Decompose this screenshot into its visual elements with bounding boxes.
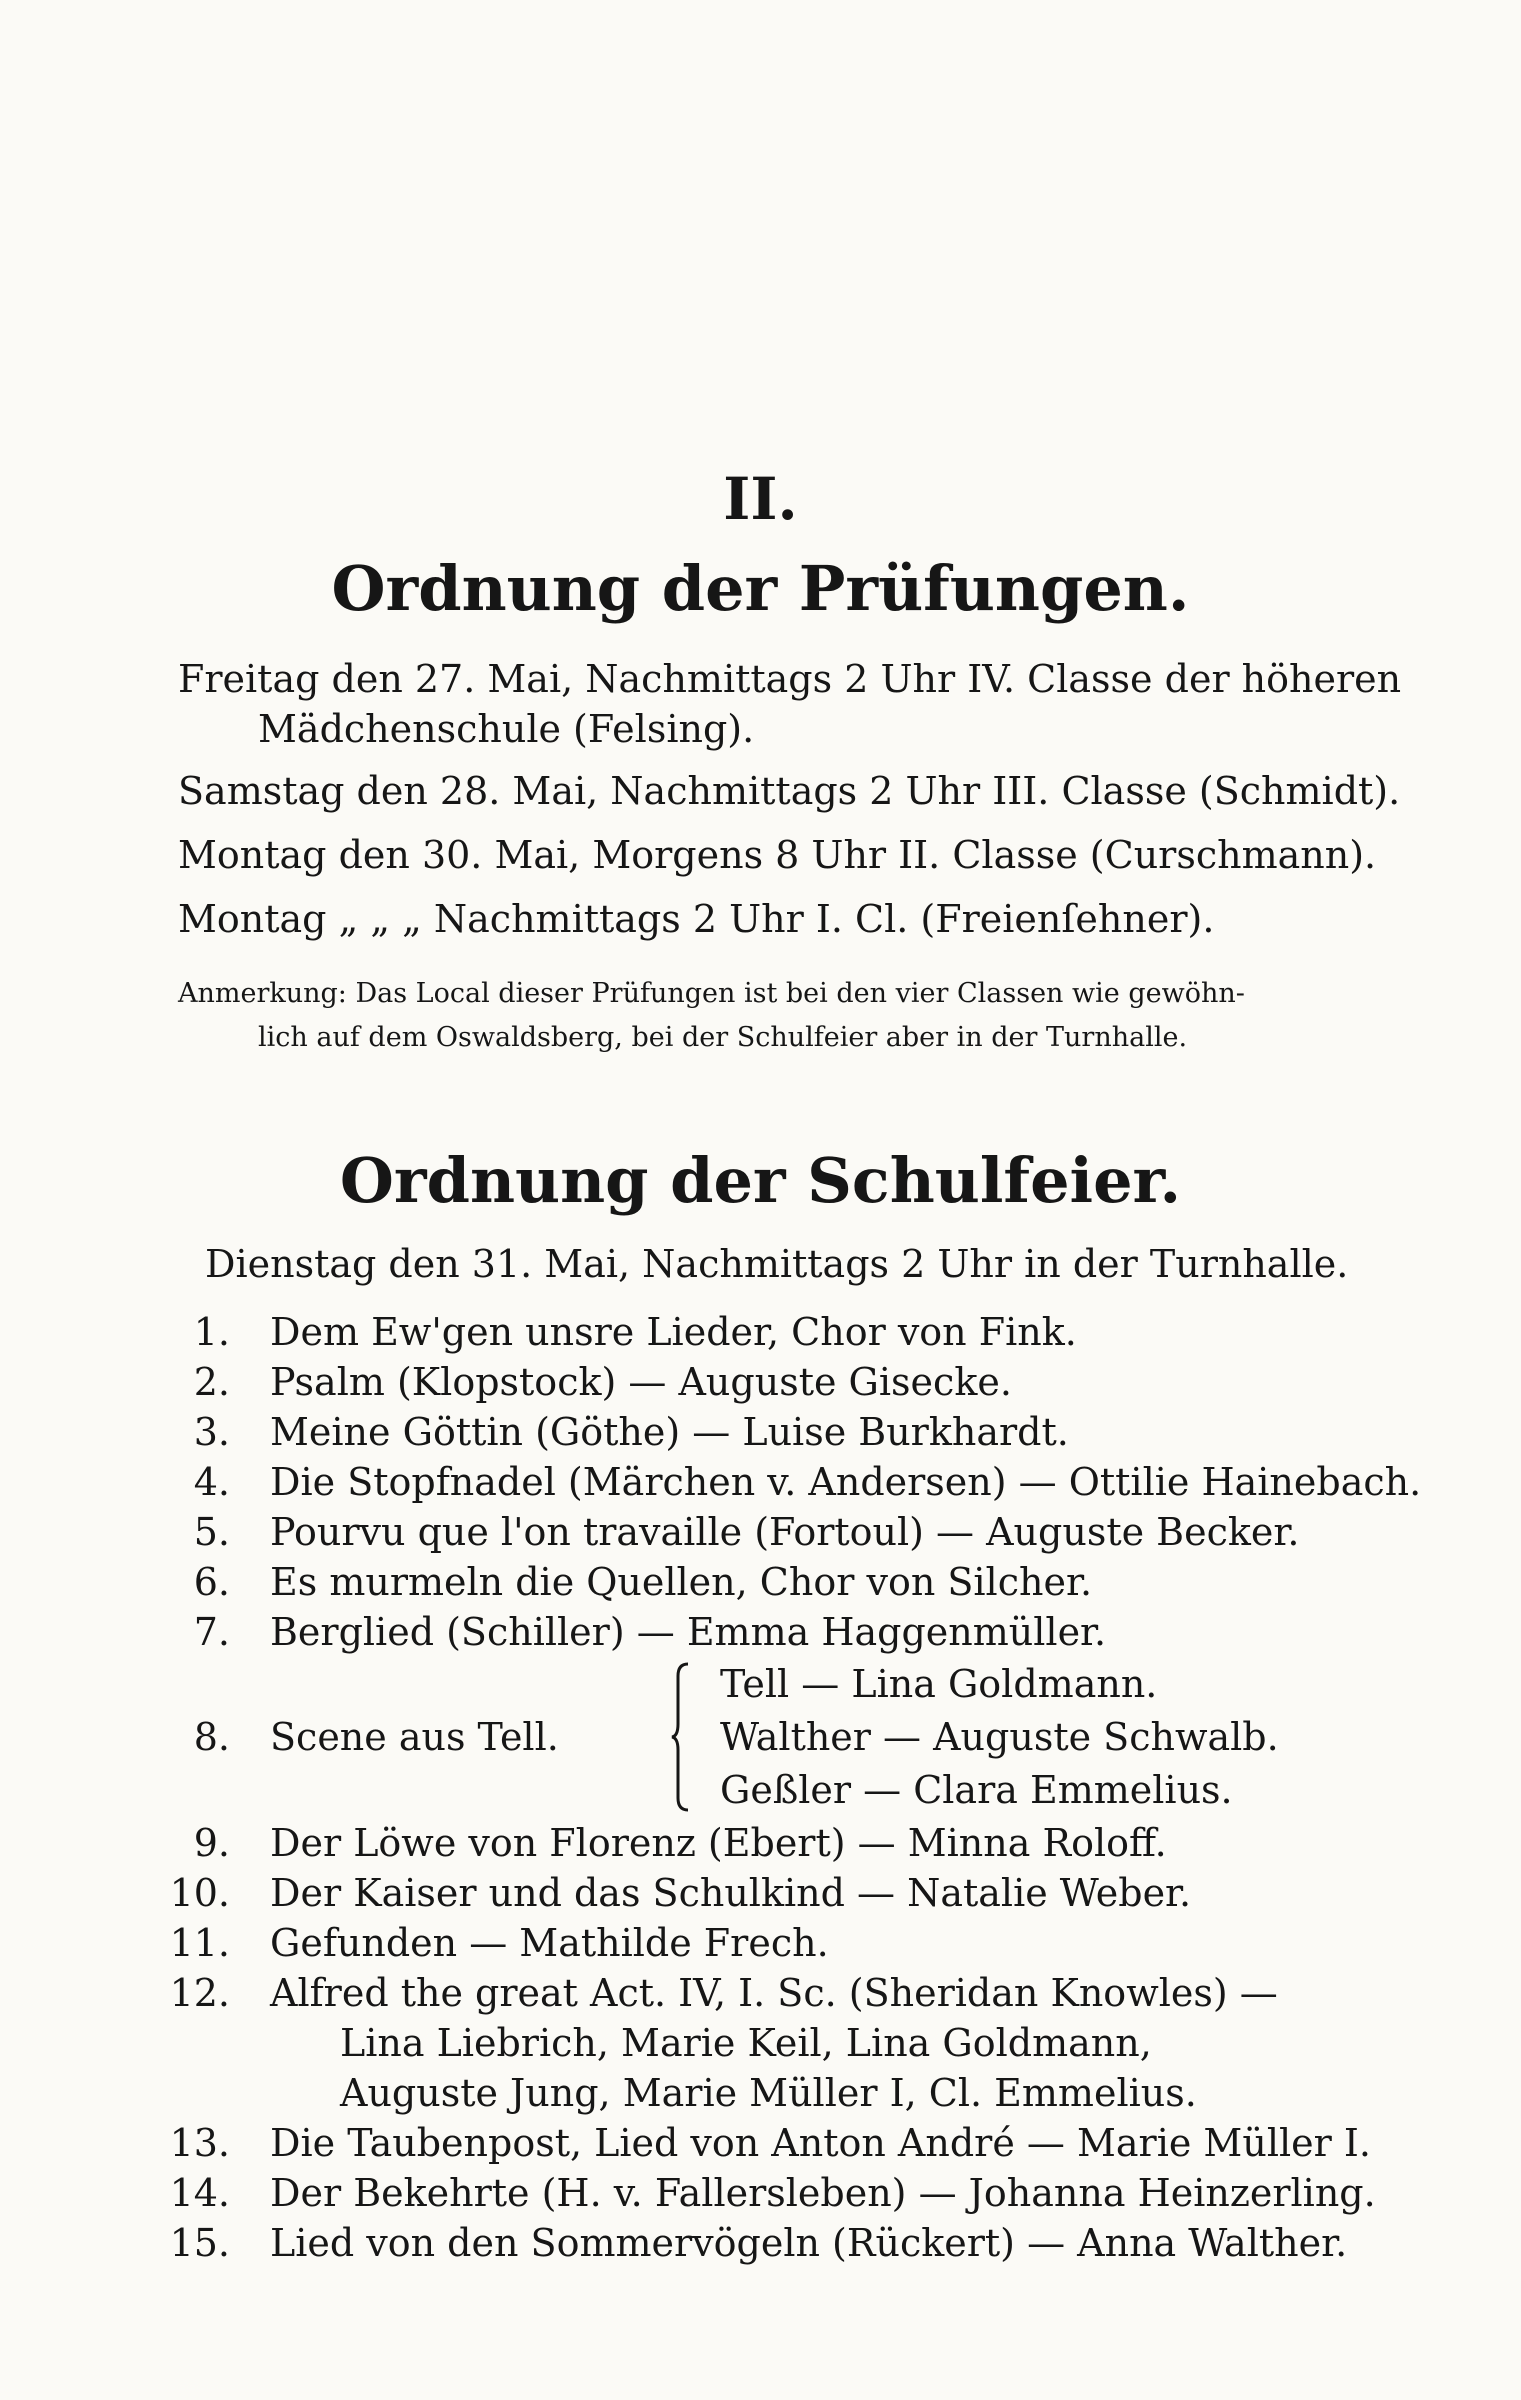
- item-text: Es murmeln die Quellen, Chor von Silcher.: [270, 1560, 1093, 1604]
- item-text: Die Stopfnadel (Märchen v. Andersen) — Ottilie Hainebach.: [270, 1460, 1422, 1504]
- brace-icon: [670, 1662, 692, 1812]
- exam-line-friday: Freitag den 27. Mai, Nachmittags 2 Uhr IV. Classe der höheren: [178, 657, 1402, 701]
- section-number: II.: [723, 465, 798, 533]
- festival-date: Dienstag den 31. Mai, Nachmittags 2 Uhr in der Turnhalle.: [205, 1242, 1349, 1286]
- exam-line-saturday: Samstag den 28. Mai, Nachmittags 2 Uhr III. Classe (Schmidt).: [178, 769, 1401, 813]
- item-number: 7.: [193, 1610, 230, 1654]
- item-text: Der Kaiser und das Schulkind — Natalie Weber.: [270, 1871, 1192, 1915]
- note-line-2: lich auf dem Oswaldsberg, bei der Schulfeier aber in der Turnhalle.: [258, 1022, 1188, 1053]
- item-text: Berglied (Schiller) — Emma Haggenmüller.: [270, 1610, 1107, 1654]
- list-item: [0, 1460, 1521, 1511]
- list-item: [0, 2171, 1521, 2222]
- list-item: [0, 1310, 1521, 1361]
- list-item: [0, 1871, 1521, 1922]
- item-continuation: Auguste Jung, Marie Müller I, Cl. Emmelius.: [340, 2071, 1197, 2115]
- item-number: 6.: [193, 1560, 230, 1604]
- item-number: 10.: [169, 1871, 230, 1915]
- exam-line-friday-cont: Mädchenschule (Felsing).: [258, 707, 755, 751]
- item-number: 2.: [193, 1360, 230, 1404]
- item-text: Pourvu que l'on travaille (Fortoul) — Auguste Becker.: [270, 1510, 1300, 1554]
- scene-role-walther: Walther — Auguste Schwalb.: [720, 1715, 1279, 1759]
- list-item: [0, 2121, 1521, 2172]
- note-line-1: Anmerkung: Das Local dieser Prüfungen ist bei den vier Classen wie gewöhn-: [178, 978, 1245, 1009]
- item-text: Die Taubenpost, Lied von Anton André — Marie Müller I.: [270, 2121, 1371, 2165]
- list-item: [0, 1510, 1521, 1561]
- item-number: 9.: [193, 1821, 230, 1865]
- item-text: Der Bekehrte (H. v. Fallersleben) — Johanna Heinzerling.: [270, 2171, 1376, 2215]
- list-item: [0, 1971, 1521, 2022]
- item-number: 4.: [193, 1460, 230, 1504]
- item-number: 13.: [169, 2121, 230, 2165]
- item-text: Meine Göttin (Göthe) — Luise Burkhardt.: [270, 1410, 1069, 1454]
- item-number: 8.: [193, 1715, 230, 1759]
- item-text: Lied von den Sommervögeln (Rückert) — Anna Walther.: [270, 2221, 1348, 2265]
- exam-order-heading: Ordnung der Prüfungen.: [331, 552, 1190, 625]
- item-number: 5.: [193, 1510, 230, 1554]
- list-item: [0, 1410, 1521, 1461]
- item-continuation: Lina Liebrich, Marie Keil, Lina Goldmann,: [340, 2021, 1152, 2065]
- item-text: Der Löwe von Florenz (Ebert) — Minna Roloff.: [270, 1821, 1167, 1865]
- list-item: [0, 2221, 1521, 2272]
- item-text: Psalm (Klopstock) — Auguste Gisecke.: [270, 1360, 1012, 1404]
- exam-line-monday-morning: Montag den 30. Mai, Morgens 8 Uhr II. Classe (Curschmann).: [178, 833, 1377, 877]
- item-number: 14.: [169, 2171, 230, 2215]
- list-item: [0, 1610, 1521, 1661]
- festival-order-heading: Ordnung der Schulfeier.: [339, 1144, 1182, 1217]
- scene-role-gessler: Geßler — Clara Emmelius.: [720, 1768, 1233, 1812]
- list-item: [0, 1560, 1521, 1611]
- list-item: [0, 1821, 1521, 1872]
- item-text: Alfred the great Act. IV, I. Sc. (Sheridan Knowles) —: [270, 1971, 1278, 2015]
- item-text: Dem Ew'gen unsre Lieder, Chor von Fink.: [270, 1310, 1077, 1354]
- item-number: 15.: [169, 2221, 230, 2265]
- exam-line-monday-afternoon: Montag „ „ „ Nachmittags 2 Uhr I. Cl. (Freienſehner).: [178, 897, 1215, 941]
- item-number: 3.: [193, 1410, 230, 1454]
- scene-role-tell: Tell — Lina Goldmann.: [720, 1662, 1158, 1706]
- item-text: Gefunden — Mathilde Frech.: [270, 1921, 829, 1965]
- item-number: 11.: [169, 1921, 230, 1965]
- scene-title: Scene aus Tell.: [270, 1715, 559, 1759]
- item-number: 1.: [193, 1310, 230, 1354]
- list-item: [0, 1921, 1521, 1972]
- item-number: 12.: [169, 1971, 230, 2015]
- list-item: [0, 1360, 1521, 1411]
